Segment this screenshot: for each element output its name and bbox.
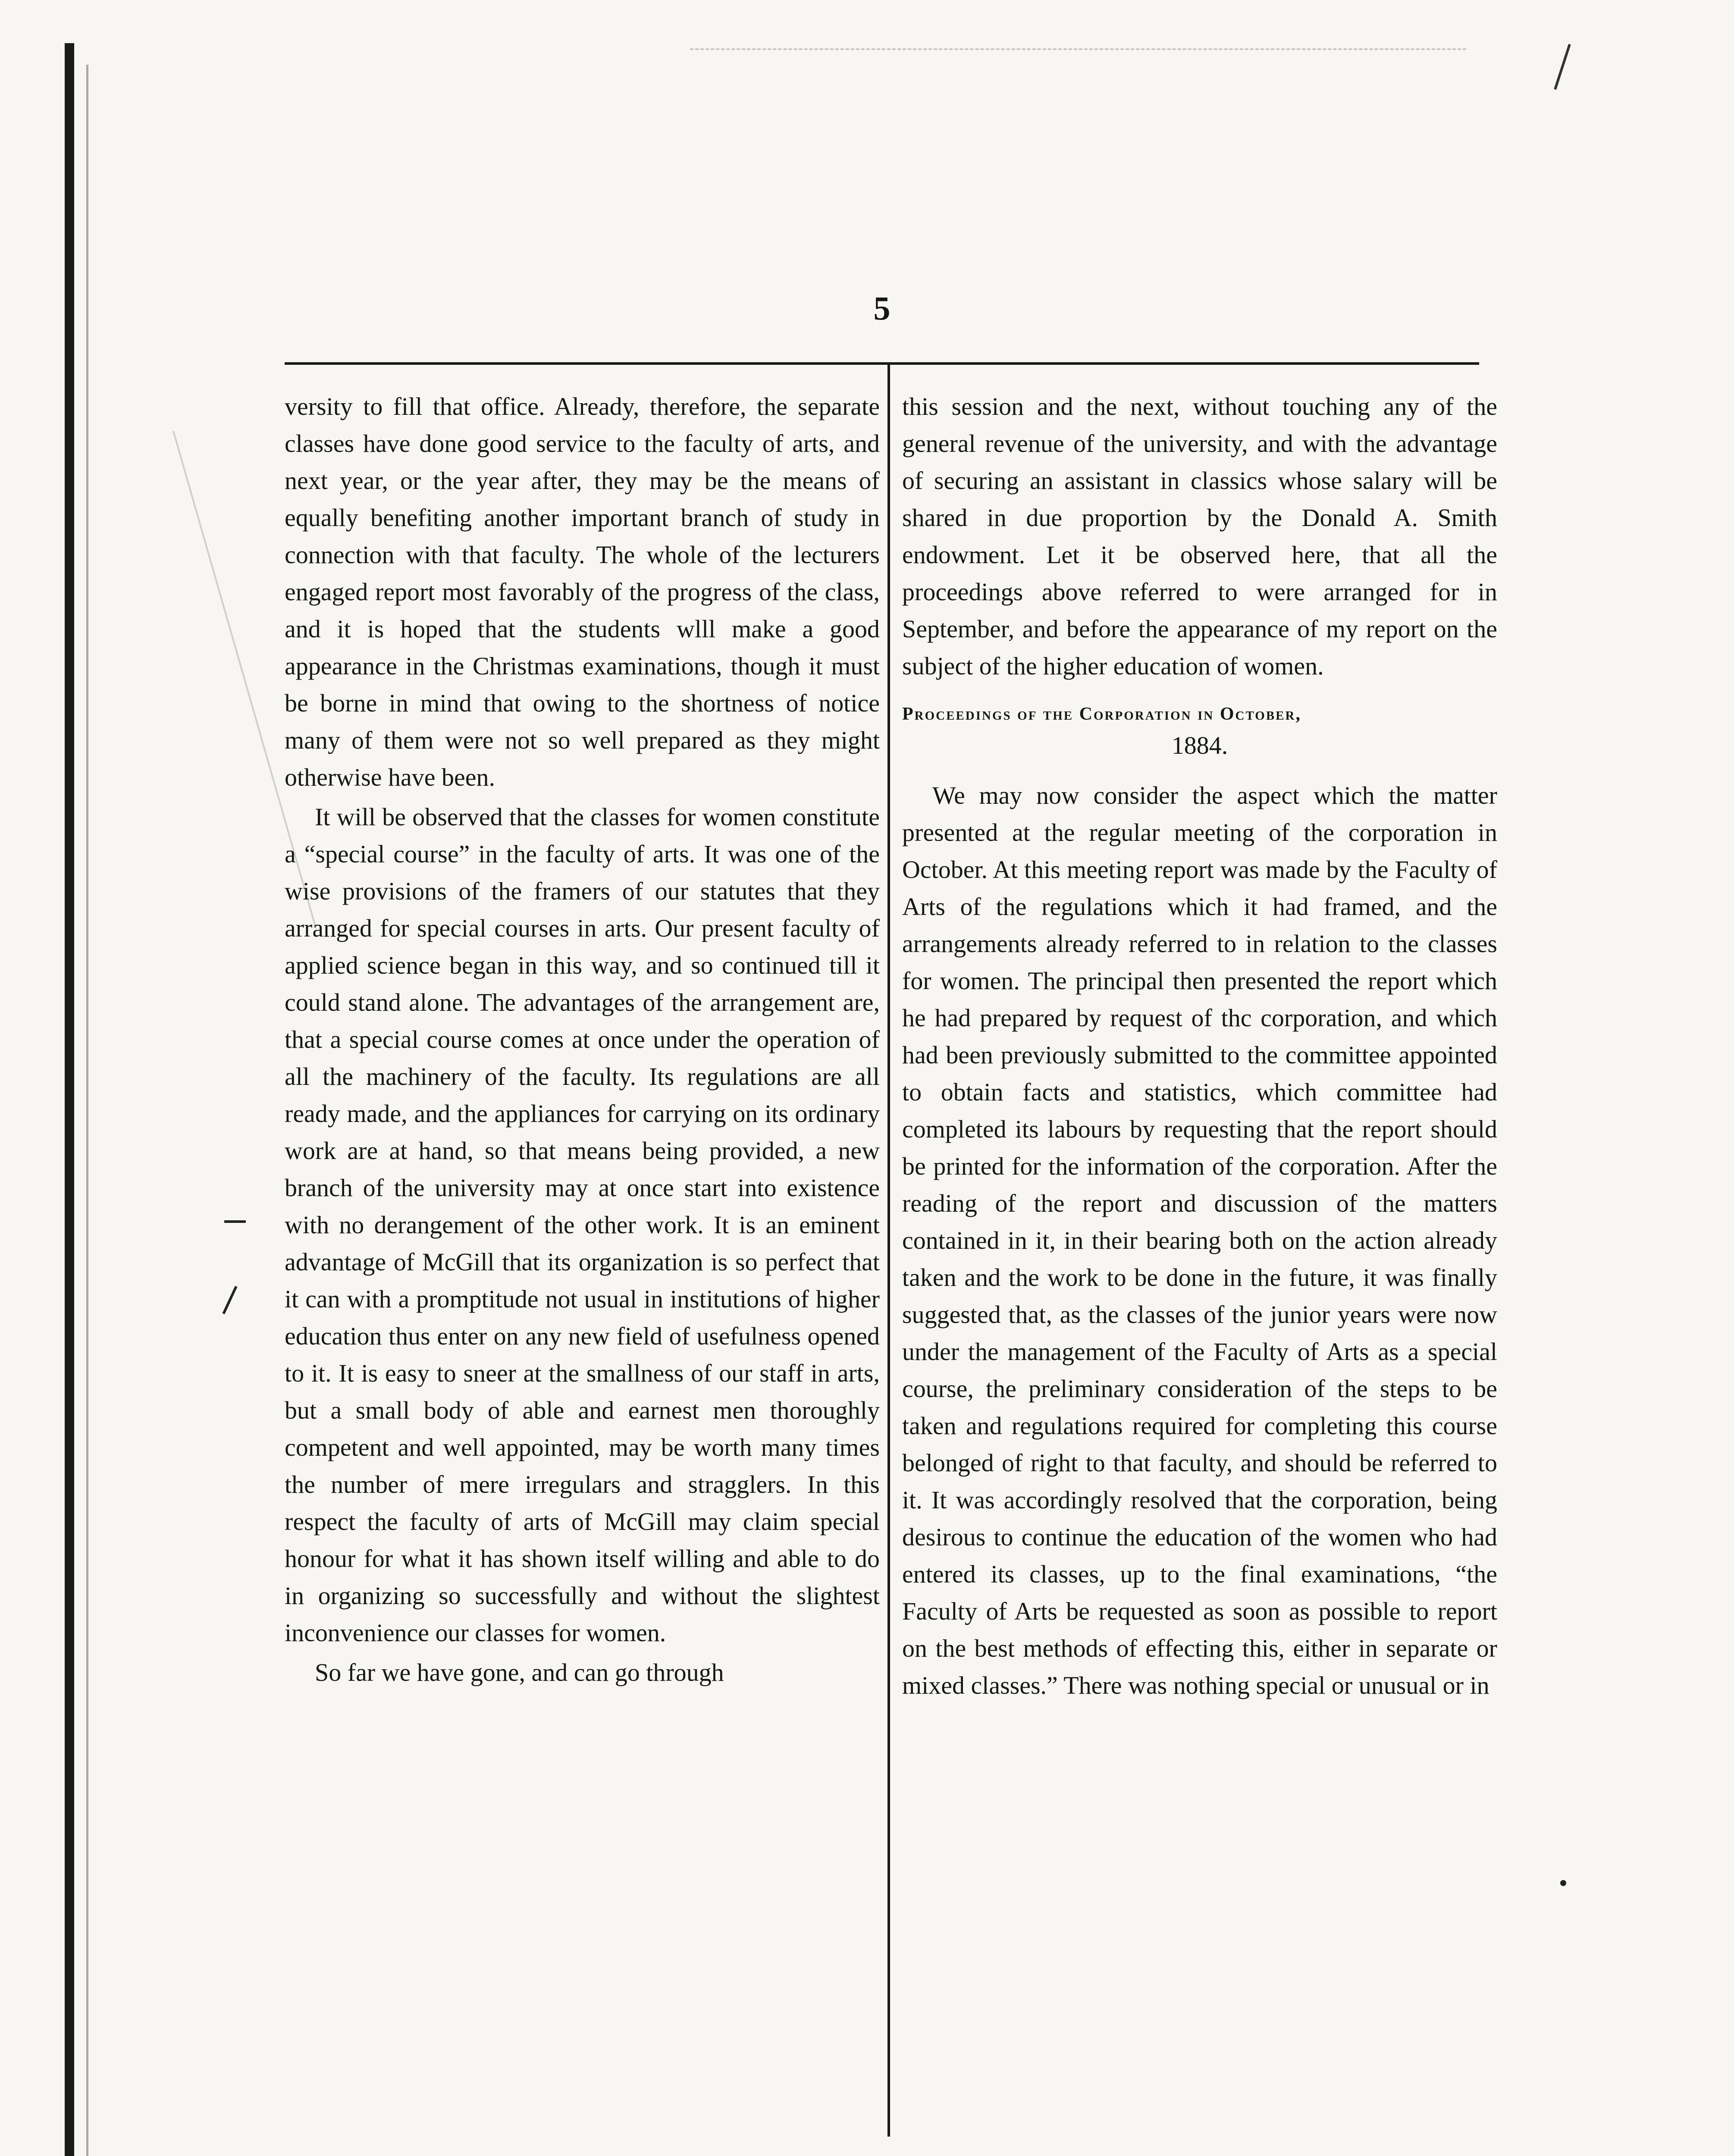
binding-shadow	[65, 43, 74, 2156]
section-heading-year: 1884.	[1171, 731, 1228, 759]
scan-smudge-top	[690, 48, 1466, 52]
header-rule	[285, 362, 1479, 365]
page-number: 5	[873, 289, 891, 327]
left-paragraph-2: It will be observed that the classes for women constitute a “special course” in the faculty of arts. It was one of the wise provisions of the framers of our statutes that they arranged for special courses in arts. Our present faculty of applied science began in this way, and so continued till it could stand alone. The advantages of the arrangement are, that a special course comes at once under the operation of all the machinery of the faculty. Its regulations are all ready made, and the appliances for carrying on its ordinary work are at hand, so that means being provided, a new branch of the university may at once start into existence with no derangement of the other work. It is an eminent advantage of McGill that its organization is so perfect that it can with a promptitude not usual in institutions of higher education thus enter on any new field of usefulness opened to it. It is easy to sneer at the smallness of our staff in arts, but a small body of able and earnest men thoroughly competent and well appointed, may be worth many times the number of mere irregulars and stragglers. In this respect the faculty of arts of McGill may claim special honour for what it has shown itself willing and able to do in organizing so successfully and without the slightest inconvenience our classes for women.	[285, 803, 880, 1647]
binding-edge-line	[86, 65, 88, 2156]
column-divider	[887, 364, 890, 2137]
right-paragraph-1: this session and the next, without touching any of the general revenue of the university, and with the advantage of securing an assistant in classics whose salary will be shared in due proportion by the Donald A. Smith endowment. Let it be observed here, that all the proceedings above referred to were arranged for in September, and before the appearance of my report on the subject of the higher education of women.	[902, 392, 1497, 680]
left-column	[285, 388, 880, 1691]
scan-mark-left-margin	[222, 1286, 237, 1314]
scan-dash-left-margin	[224, 1220, 246, 1223]
section-heading: Proceedings of the Corporation in October,	[902, 704, 1301, 724]
right-paragraph-2: We may now consider the aspect which the matter presented at the regular meeting of the corporation in October. At this meeting report was made by the Faculty of Arts of the regulations which it had framed, and the arrangements already referred to in relation to the classes for women. The principal then presented the report which he had prepared by request of thc corporation, and which had been previously submitted to the committee appointed to obtain facts and statistics, which committee had completed its labours by requesting that the report should be printed for the information of the corporation. After the reading of the report and discussion of the matters contained in it, in their bearing both on the action already taken and the work to be done in the future, it was finally suggested that, as the classes of the junior years were now under the management of the Faculty of Arts as a special course, the preliminary consideration of the steps to be taken and regulations required for completing this course belonged of right to that faculty, and should be referred to it. It was accordingly resolved that the corporation, being desirous to continue the education of the women who had entered its classes, up to the final examinations, “the Faculty of Arts be requested as soon as possible to report on the best methods of effecting this, either in separate or mixed classes.” There was nothing special or unusual or in	[902, 781, 1497, 1699]
left-paragraph-1: versity to fill that office. Already, therefore, the separate classes have done good service to the faculty of arts, and next year, or the year after, they may be the means of equally benefiting another important branch of study in connection with that faculty. The whole of the lecturers engaged report most favorably of the progress of the class, and it is hoped that the students wlll make a good appearance in the Christmas examinations, though it must be borne in mind that owing to the shortness of notice many of them were not so well prepared as they might otherwise have been.	[285, 392, 880, 791]
right-column	[902, 388, 1497, 1704]
scan-dot-right-margin	[1560, 1880, 1566, 1886]
scan-mark-top-right	[1554, 44, 1571, 90]
left-paragraph-3: So far we have gone, and can go through	[315, 1658, 724, 1686]
